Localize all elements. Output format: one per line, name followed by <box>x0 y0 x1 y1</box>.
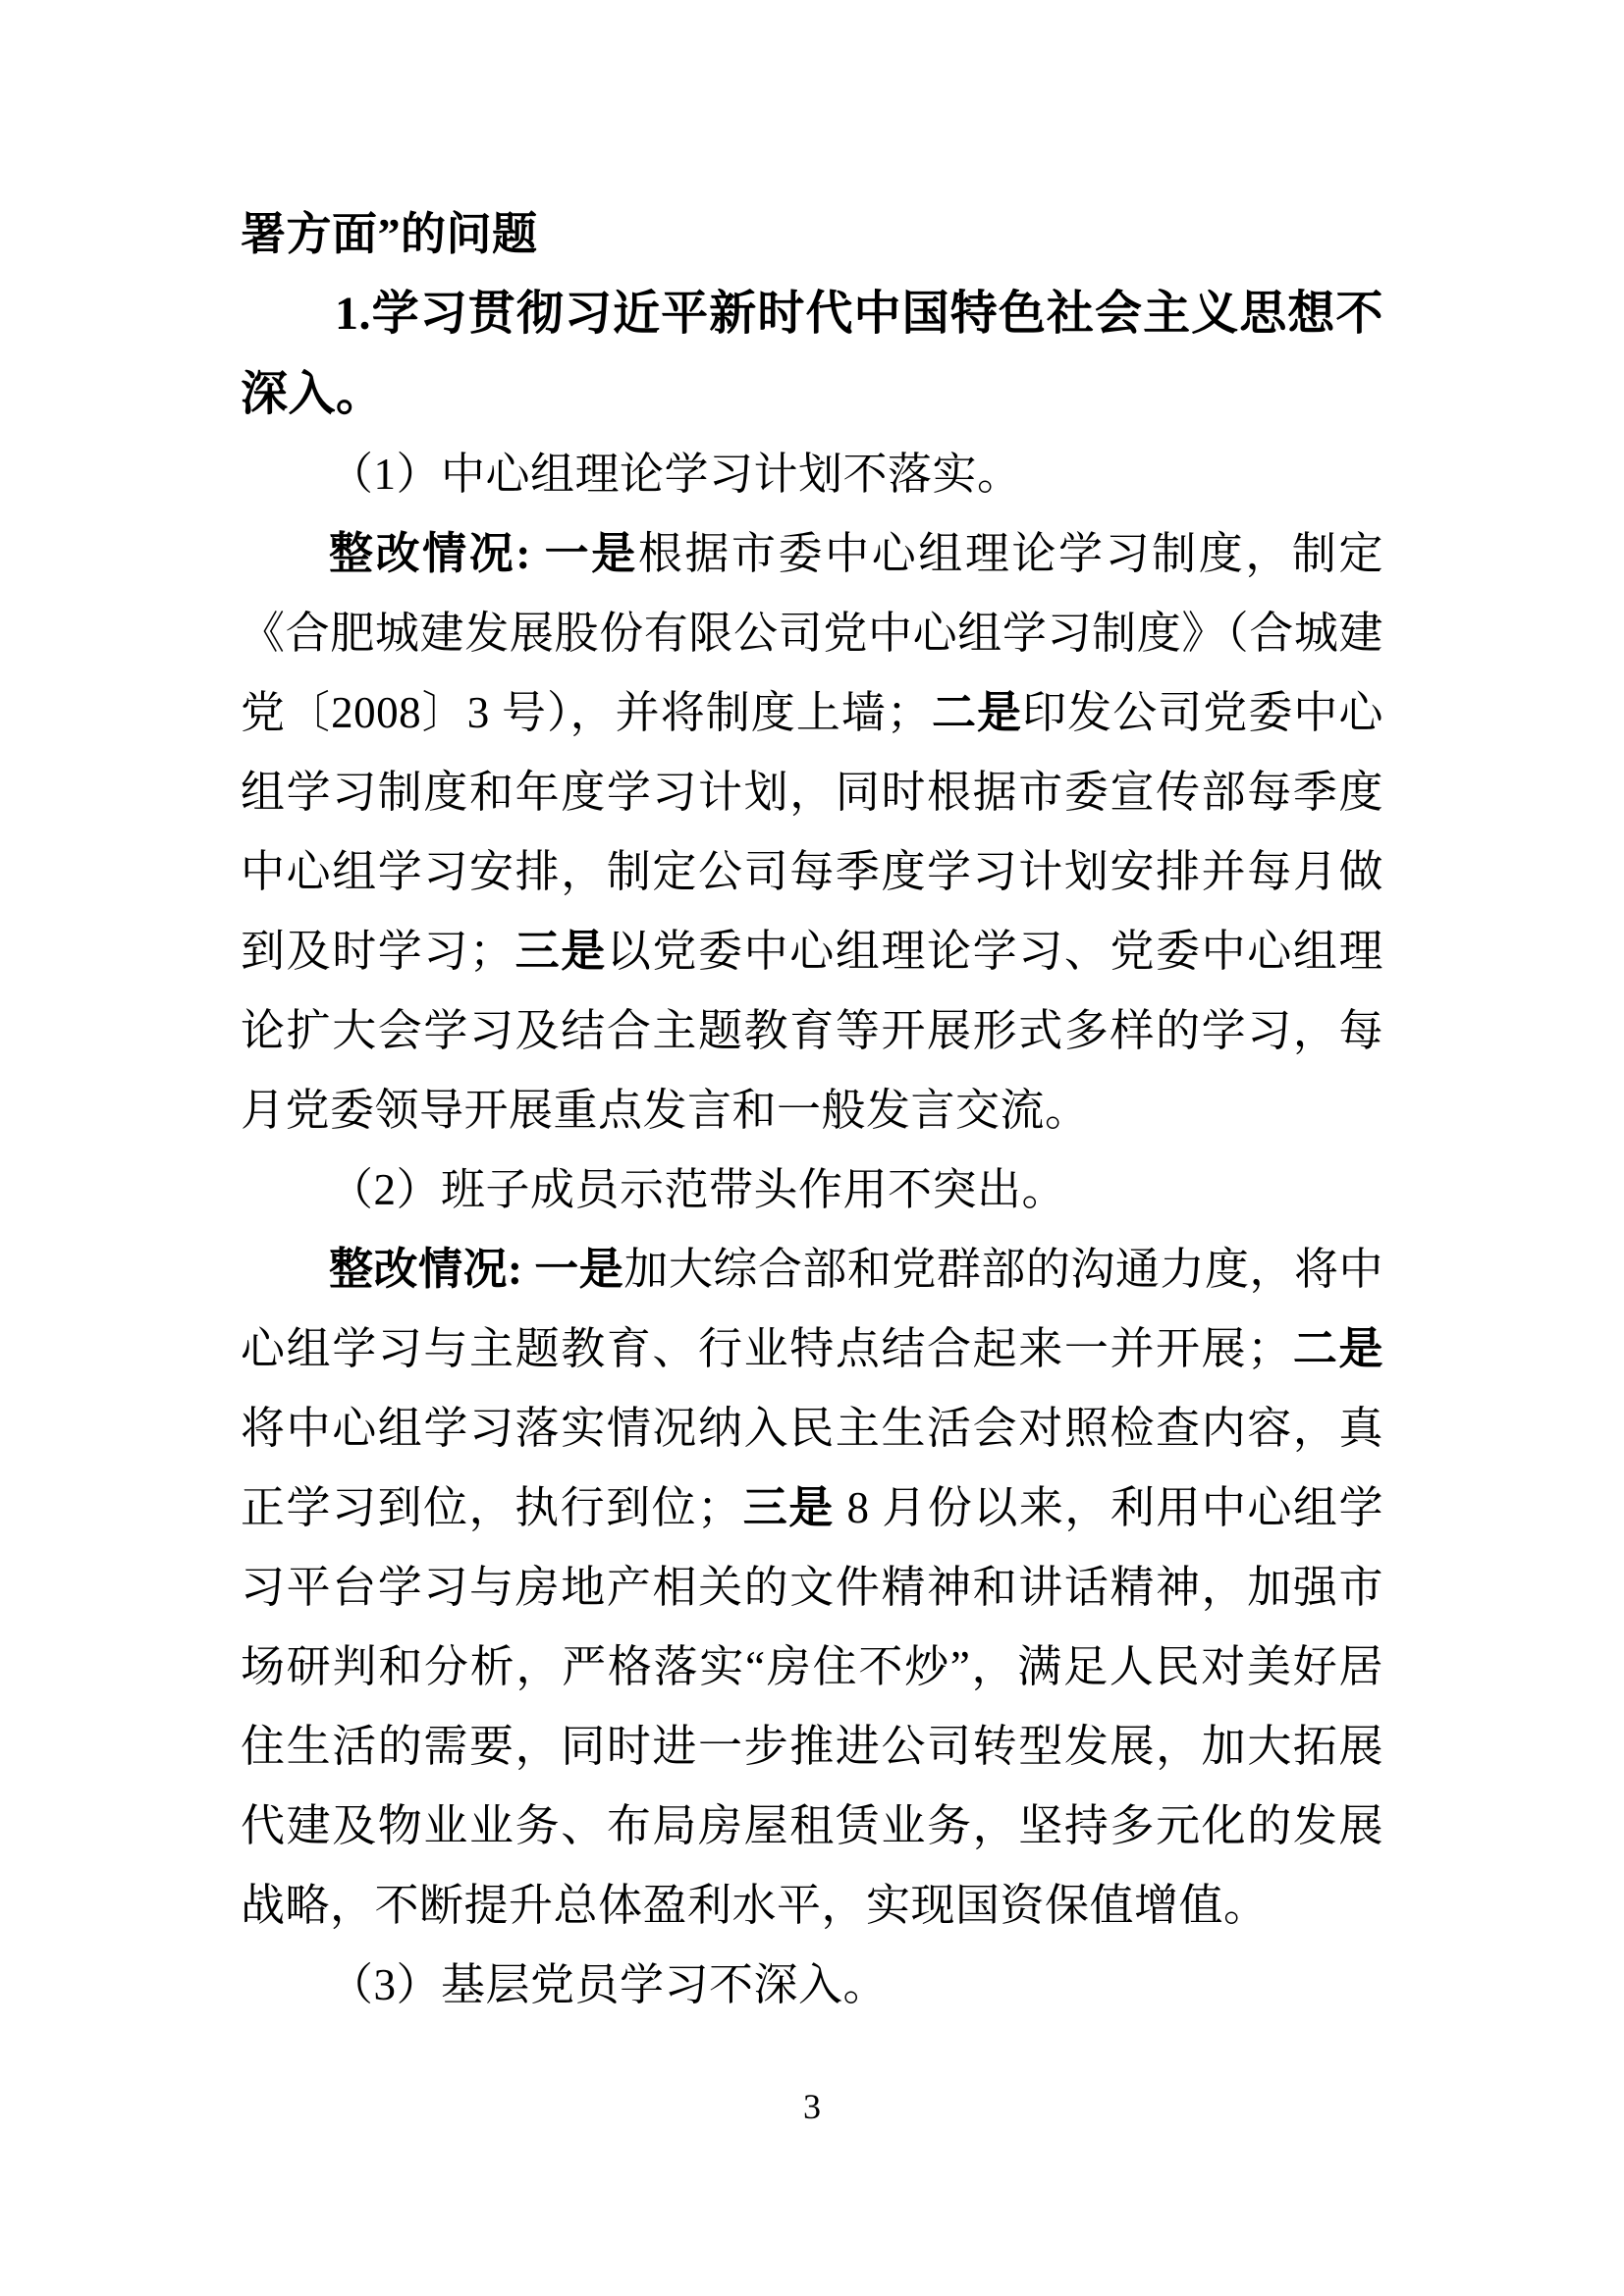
text-run: 根据市委中心组理论学习制度，制定《合肥城建发展股份有限公司党中心组学习制度》（合城建党〔2008〕3 号），并将制度上墙； <box>241 529 1383 737</box>
heading-item-1: 1.学习贯彻习近平新时代中国特色社会主义思想不深入。 <box>241 288 1383 420</box>
page-number: 3 <box>803 2087 821 2126</box>
text-run: 加大综合部和党群部的沟通力度，将中心组学习与主题教育、行业特点结合起来一并开展； <box>241 1245 1383 1373</box>
rectification-paragraph-2 <box>241 1230 1383 1946</box>
subitem-1-title: （1）中心组理论学习计划不落实。 <box>329 450 1022 499</box>
section-heading-continued: 署方面”的问题 <box>241 209 538 259</box>
subitem-3-title: （3）基层党员学习不深入。 <box>329 1960 889 2009</box>
enum-third: 三是 <box>741 1483 835 1532</box>
enum-first: 一是 <box>534 1245 624 1294</box>
document-body <box>241 194 1383 2025</box>
text-run: 印发公司党委中心组学习制度和年度学习计划，同时根据市委宣传部每季度中心组学习安排，制定公司每季度学习计划安排并每月做到及时学习； <box>241 688 1383 976</box>
enum-third: 三是 <box>514 927 607 976</box>
text-run: 以党委中心组理论学习、党委中心组理论扩大会学习及结合主题教育等开展形式多样的学习，每月党委领导开展重点发言和一般发言交流。 <box>241 927 1383 1135</box>
subitem-2-title: （2）班子成员示范带头作用不突出。 <box>329 1165 1067 1214</box>
rectification-label: 整改情况: <box>329 1245 535 1294</box>
enum-second: 二是 <box>1291 1324 1383 1373</box>
rectification-paragraph-1 <box>241 514 1383 1150</box>
rectification-label: 整改情况: <box>329 529 545 578</box>
text-run: 8 月份以来，利用中心组学习平台学习与房地产相关的文件精神和讲话精神，加强市场研判和分析，严格落实“房住不炒”，满足人民对美好居住生活的需要，同时进一步推进公司转型发展，加大拓展代建及物业业务、布局房屋租赁业务，坚持多元化的发展战略，不断提升总体盈利水平，实现国资保值增值。 <box>241 1483 1383 1930</box>
enum-first: 一是 <box>544 529 638 578</box>
enum-second: 二是 <box>931 688 1023 737</box>
text-run: 将中心组学习落实情况纳入民主生活会对照检查内容，真正学习到位，执行到位； <box>241 1404 1383 1532</box>
